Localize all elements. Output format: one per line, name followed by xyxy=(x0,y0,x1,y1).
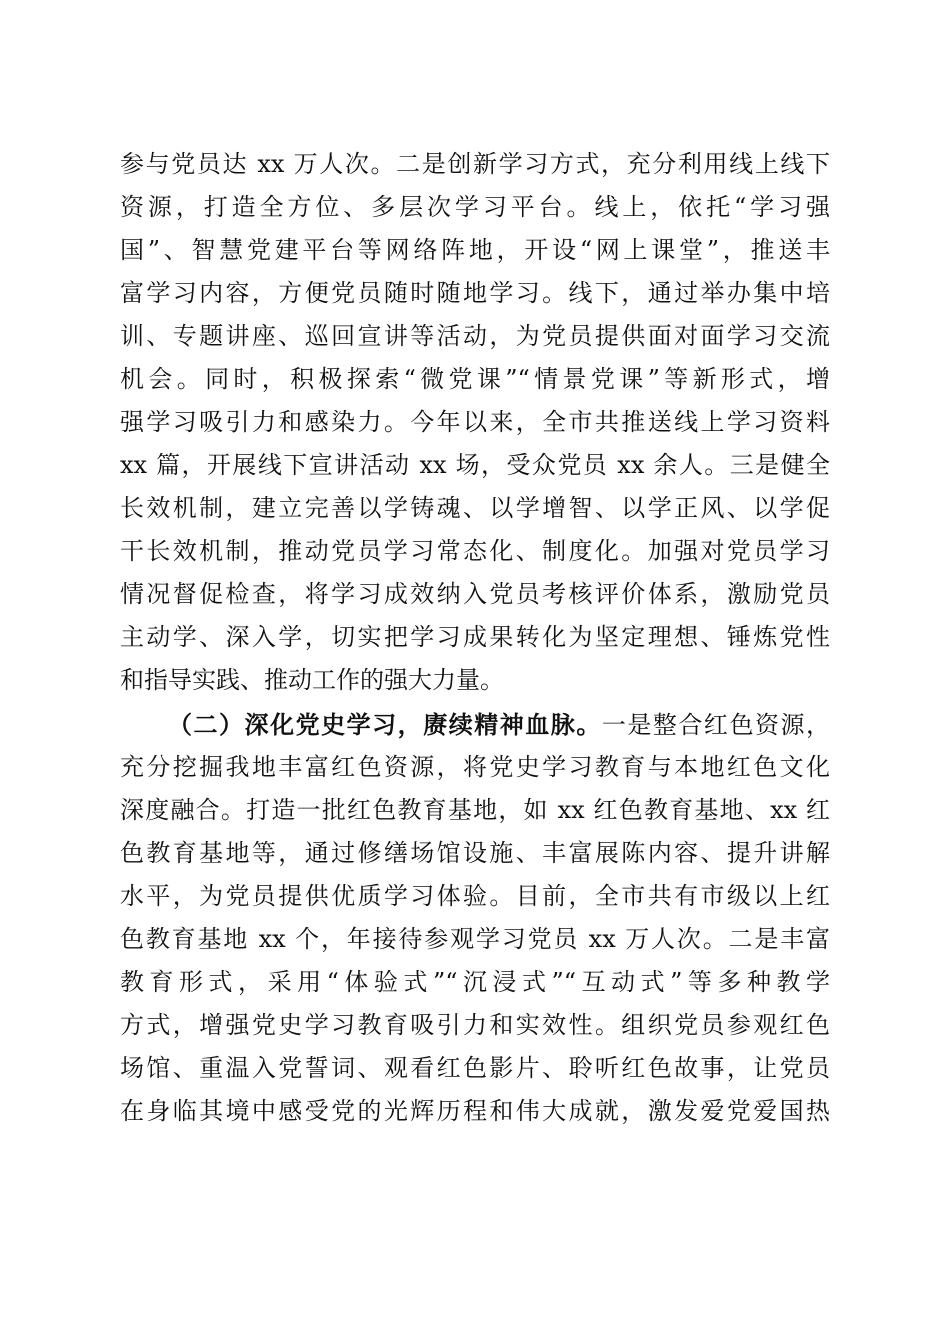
text-line: 深度融合。打造一批红色教育基地，如 xx 红色教育基地、xx 红 xyxy=(120,796,830,824)
text-line: 强学习吸引力和感染力。今年以来，全市共推送线上学习资料 xyxy=(120,408,830,436)
text-line: 机会。同时，积极探索“微党课”“情景党课”等新形式，增 xyxy=(120,365,830,393)
text-line: 色教育基地 xx 个，年接待参观学习党员 xx 万人次。二是丰富 xyxy=(120,925,830,953)
paragraph-2-first-line xyxy=(120,703,830,746)
text-line: 水平，为党员提供优质学习体验。目前，全市共有市级以上红 xyxy=(120,882,830,910)
text-line: 充分挖掘我地丰富红色资源，将党史学习教育与本地红色文化 xyxy=(120,753,830,781)
text-line: 主动学、深入学，切实把学习成果转化为坚定理想、锤炼党性 xyxy=(120,623,830,651)
section-heading: （二）深化党史学习，赓续精神血脉。 xyxy=(168,710,602,739)
text-line: 长效机制，建立完善以学铸魂、以学增智、以学正风、以学促 xyxy=(120,494,830,522)
text-line: 方式，增强党史学习教育吸引力和实效性。组织党员参观红色 xyxy=(120,1011,830,1039)
text-line: xx 篇，开展线下宣讲活动 xx 场，受众党员 xx 余人。三是健全 xyxy=(120,451,830,479)
text-line: 教育形式，采用“体验式”“沉浸式”“互动式”等多种教学 xyxy=(120,968,830,996)
text-line: 在身临其境中感受党的光辉历程和伟大成就，激发爱党爱国热 xyxy=(120,1097,830,1125)
text-line: 场馆、重温入党誓词、观看红色影片、聆听红色故事，让党员 xyxy=(120,1054,830,1082)
text-line: 参与党员达 xx 万人次。二是创新学习方式，充分利用线上线下 xyxy=(120,150,830,178)
text-line: 和指导实践、推动工作的强大力量。 xyxy=(120,666,504,694)
heading-continuation: 一是整合红色资源， xyxy=(601,711,831,739)
text-line: 资源，打造全方位、多层次学习平台。线上，依托“学习强 xyxy=(120,193,830,221)
paragraph-1 xyxy=(120,143,830,702)
text-line: 色教育基地等，通过修缮场馆设施、丰富展陈内容、提升讲解 xyxy=(120,839,830,867)
text-line: 情况督促检查，将学习成效纳入党员考核评价体系，激励党员 xyxy=(120,580,830,608)
text-line: 富学习内容，方便党员随时随地学习。线下，通过举办集中培 xyxy=(120,279,830,307)
paragraph-2 xyxy=(120,703,830,1133)
text-line: 国”、智慧党建平台等网络阵地，开设“网上课堂”，推送丰 xyxy=(120,236,830,264)
text-line: 训、专题讲座、巡回宣讲等活动，为党员提供面对面学习交流 xyxy=(120,322,830,350)
text-line: 干长效机制，推动党员学习常态化、制度化。加强对党员学习 xyxy=(120,537,830,565)
